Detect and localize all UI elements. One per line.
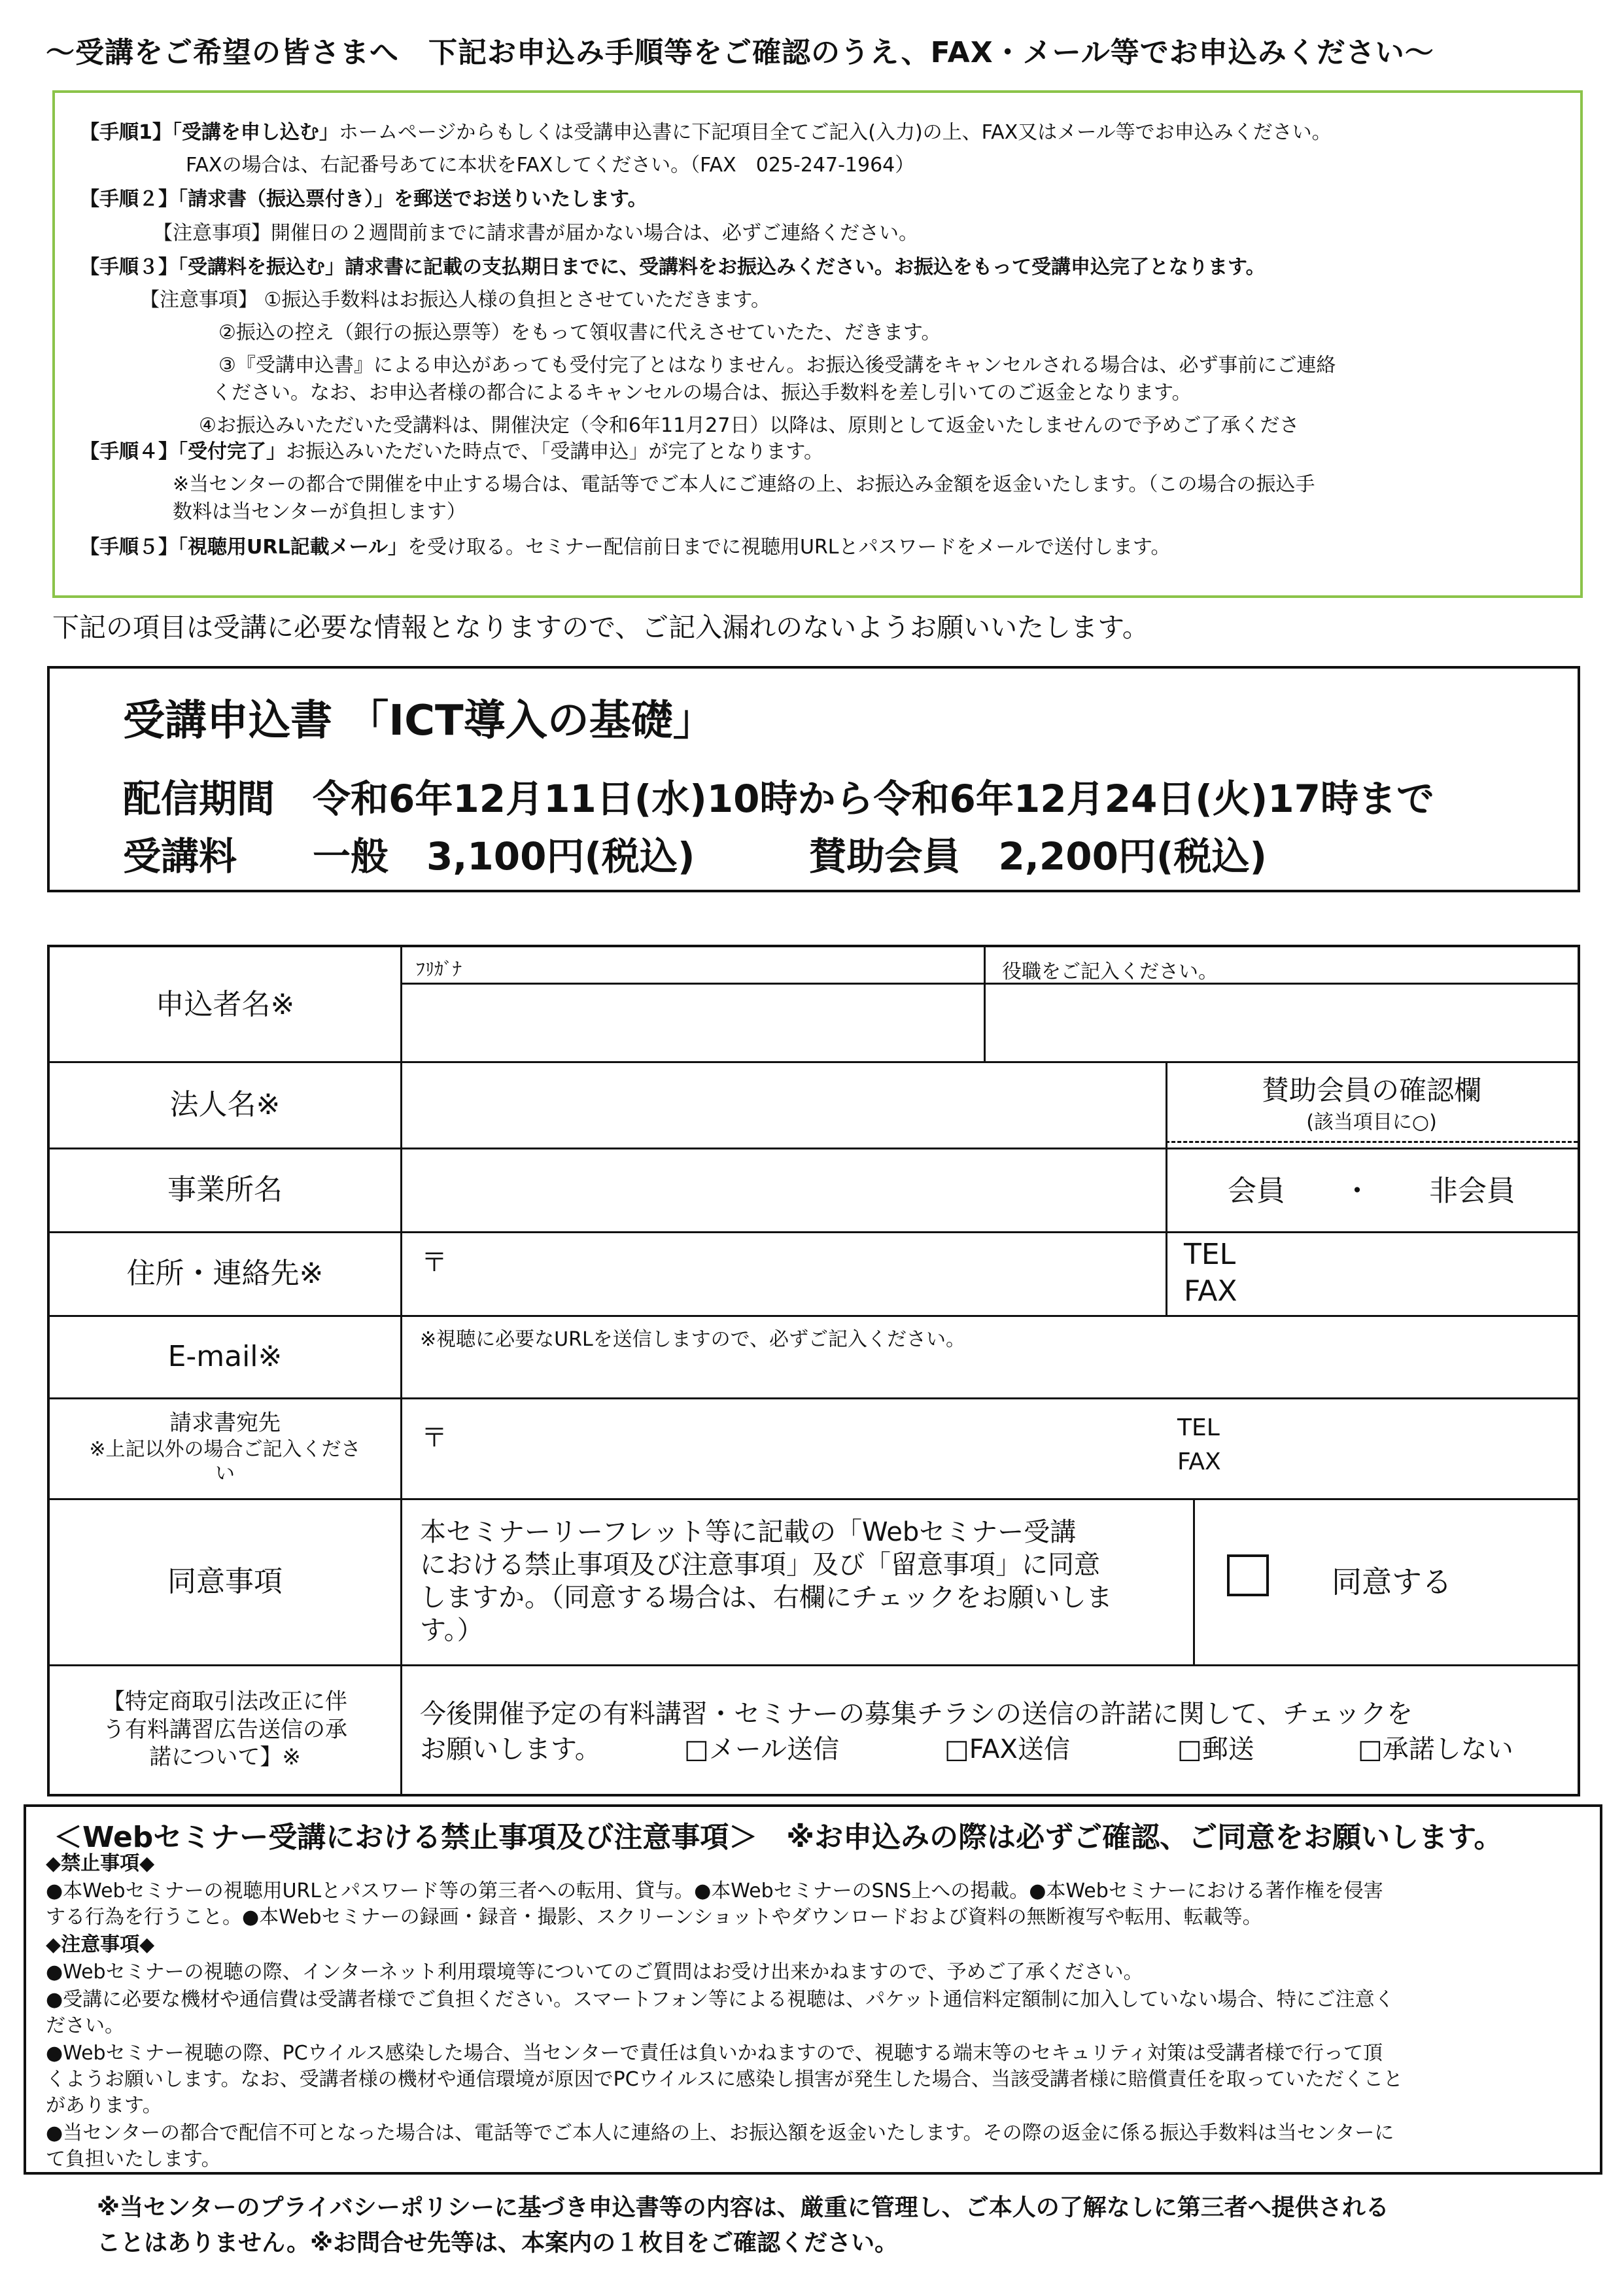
caution-3b: くようお願いします。なお、受講者様の機材や通信環境が原因でPCウイルスに感染し損害が発生した場合、当該受講者様に賠償責任を取っていただくこと [46,2068,1403,2091]
invoice-address-label-cell [50,1397,400,1498]
step-4 [80,440,823,464]
step-5-label: 【手順５】「視聴用URL記載メール」 [80,536,407,559]
office-name-label: 事業所名 [167,1172,283,1206]
ad-consent-label-cell [50,1664,400,1795]
caution-4b: て負担いたします。 [46,2148,221,2171]
invoice-address-sub-2: い [215,1462,235,1486]
email-field[interactable] [403,1353,1575,1396]
step-1 [80,120,1332,145]
consent-checkbox[interactable] [1227,1554,1269,1596]
postal-mark: 〒 [421,1248,447,1278]
email-hint: ※視聴に必要なURLを送信しますので、必ずご記入ください。 [420,1328,966,1351]
step-5 [80,535,1171,560]
invoice-postal-mark: 〒 [421,1423,447,1453]
consent-text-2: における禁止事項及び注意事項」及び「留意事項」に同意 [420,1550,1100,1580]
corporation-name-field[interactable] [403,1064,1164,1146]
step-3-note-3b: ください。なお、お申込者様の都合によるキャンセルの場合は、振込手数料を差し引いてのご返金となります。 [212,381,1192,404]
ad-consent-label-3: 諾について】※ [149,1744,301,1771]
caution-1: ●Webセミナーの視聴の際、インターネット利用環境等についてのご質問はお受け出来かねますので、予めご了承ください。 [46,1961,1143,1984]
fee-info: 受講料 一般 3,100円(税込) 賛助会員 2,200円(税込) [123,834,1267,879]
prohibited-title: ◆禁止事項◆ [46,1852,155,1875]
office-name-field[interactable] [403,1150,1164,1230]
step-4-text: お振込みいただいた時点で、「受講申込」が完了となります。 [286,440,823,463]
applicant-name-label: 申込者名※ [155,987,295,1021]
ad-consent-text-2: お願いします。 [420,1734,601,1764]
invoice-tel-label: TEL [1177,1414,1220,1441]
notes-heading: ＜Webセミナー受講における禁止事項及び注意事項＞ ※お申込みの際は必ずご確認、ご同意をお願いします。 [54,1821,1503,1854]
step-3-label: 【手順３】「受講料を振込む」請求書に記載の支払期日までに、受講料をお振込みください。お振込をもって受講申込完了となります。 [80,256,1266,279]
step-3-note-1: 【注意事項】 ①振込手数料はお振込人様の負担とさせていただきます。 [140,289,771,311]
ad-option-post[interactable]: □郵送 [1177,1734,1254,1764]
application-form [47,945,1580,1796]
prohibited-1: ●本Webセミナーの視聴用URLとパスワード等の第三者への転用、貸与。●本WebセミナーのSNS上への掲載。●本Webセミナーにおける著作権を侵害 [46,1880,1383,1902]
member-options[interactable]: 会員 ・ 非会員 [1228,1174,1515,1208]
web-seminar-notes-box [24,1804,1602,2175]
consent-text-1: 本セミナーリーフレット等に記載の「Webセミナー受講 [420,1517,1077,1547]
invoice-address-field[interactable] [403,1400,1575,1497]
email-label: E-mail※ [167,1339,283,1373]
step-4-note-1: ※当センターの都合で開催を中止する場合は、電話等でご本人にご連絡の上、お振込み金額を返金いたします。（この場合の振込手 [173,473,1315,496]
position-hint: 役職をご記入ください。 [1002,960,1218,983]
ad-option-mail[interactable]: □メール送信 [684,1734,839,1764]
caution-title: ◆注意事項◆ [46,1933,155,1956]
step-5-text: を受け取る。セミナー配信前日までに視聴用URLとパスワードをメールで送付します。 [407,536,1171,559]
consent-agree-label: 同意する [1332,1564,1452,1600]
caution-2a: ●受講に必要な機材や通信費は受講者様でご負担ください。スマートフォン等による視聴は、パケット通信料定額制に加入していない場合、特にご注意く [46,1988,1394,2011]
member-check-sub: (該当項目に○) [1306,1111,1437,1134]
consent-label: 同意事項 [167,1564,283,1598]
ad-consent-label-1: 【特定商取引法改正に伴 [103,1689,347,1715]
applicant-name-field[interactable] [403,985,981,1060]
consent-text-3: しますか。（同意する場合は、右欄にチェックをお願いしま [420,1583,1113,1613]
step-1-label: 【手順1】「受講を申し込む」 [80,121,339,144]
application-steps-box [52,90,1583,598]
address-field[interactable] [403,1234,1164,1314]
invoice-address-sub-1: ※上記以外の場合ご記入くださ [89,1437,361,1461]
ad-consent-label-2: う有料講習広告送信の承 [103,1716,347,1743]
position-field[interactable] [986,985,1575,1060]
application-title-box [47,666,1580,892]
step-4-note-2: 数料は当センターが負担します） [173,500,466,523]
distribution-period: 配信期間 令和6年12月11日(水)10時から令和6年12月24日(火)17時まで [123,777,1435,821]
page-header: 〜受講をご希望の皆さまへ 下記お申込み手順等をご確認のうえ、FAX・メール等でお申込みください〜 [46,36,1434,69]
prohibited-2: する行為を行うこと。●本Webセミナーの録画・録音・撮影、スクリーンショットやダウンロードおよび資料の無断複写や転用、転載等。 [46,1906,1262,1929]
invoice-address-label: 請求書宛先 [169,1410,281,1437]
fax-label: FAX [1184,1274,1237,1308]
invoice-fax-label: FAX [1177,1448,1221,1475]
privacy-note-1: ※当センターのプライバシーポリシーに基づき申込書等の内容は、厳重に管理し、ご本人の了解なしに第三者へ提供される [97,2194,1389,2221]
step-2-label: 【手順２】「請求書（振込票付き）」を郵送でお送りいたします。 [80,188,648,211]
step-4-label: 【手順４】「受付完了」 [80,440,286,463]
tel-label: TEL [1184,1238,1236,1271]
member-check-title: 賛助会員の確認欄 [1261,1074,1481,1106]
step-3-note-2: ②振込の控え（銀行の振込票等）をもって領収書に代えさせていたた、だきます。 [218,321,941,344]
consent-text-4: す。） [420,1615,483,1645]
intro-text: 下記の項目は受講に必要な情報となりますので、ご記入漏れのないようお願いいたします。 [52,612,1149,643]
caution-2b: ださい。 [46,2014,124,2037]
form-title: 受講申込書 「ICT導入の基礎」 [123,697,715,745]
address-label: 住所・連絡先※ [126,1256,324,1290]
ad-option-decline[interactable]: □承諾しない [1358,1734,1513,1764]
step-3-note-3a: ③『受講申込書』による申込があっても受付完了とはなりません。お振込後受講をキャンセルされる場合は、必ず事前にご連絡 [218,354,1336,377]
step-1-fax: FAXの場合は、右記番号あてに本状をFAXしてください。（FAX 025-247-1964） [186,154,915,177]
caution-4a: ●当センターの都合で配信不可となった場合は、電話等でご本人に連絡の上、お振込額を返金いたします。その際の返金に係る振込手数料は当センターに [46,2122,1394,2145]
step-3-note-4: ④お振込みいただいた受講料は、開催決定（令和6年11月27日）以降は、原則として返金いたしませんので予めご了承くださ [199,414,1300,437]
caution-3c: があります。 [46,2094,162,2117]
step-1-text: ホームページからもしくは受講申込書に下記項目全てご記入(入力)の上、FAX又はメール等でお申込みください。 [338,121,1332,144]
ad-option-fax[interactable]: □FAX送信 [944,1734,1070,1764]
privacy-note-2: ことはありません。※お問合せ先等は、本案内の１枚目をご確認ください。 [97,2230,899,2256]
furigana-label: ﾌﾘｶﾞﾅ [416,958,462,980]
ad-consent-text: 今後開催予定の有料講習・セミナーの募集チラシの送信の許諾に関して、チェックを [420,1699,1413,1729]
step-2-note: 【注意事項】開催日の２週間前までに請求書が届かない場合は、必ずご連絡ください。 [153,222,918,245]
corporation-name-label: 法人名※ [169,1087,281,1121]
caution-3a: ●Webセミナー視聴の際、PCウイルス感染した場合、当センターで責任は負いかねますので、視聴する端末等のセキュリティ対策は受講者様で行って頂 [46,2042,1383,2065]
